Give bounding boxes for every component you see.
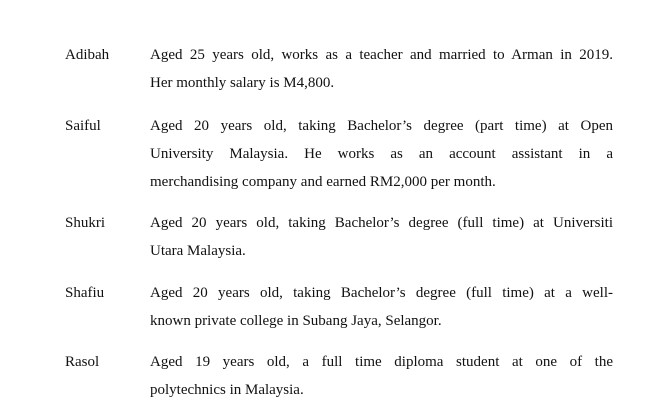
description-line: merchandising company and earned RM2,000 per month. (150, 174, 496, 190)
description-line: Aged 25 years old, works as a teacher and married to Arman in 2019. (150, 47, 613, 63)
description-line: polytechnics in Malaysia. (150, 382, 304, 398)
person-name: Shafiu (65, 285, 105, 301)
person-description (150, 41, 613, 97)
description-line: known private college in Subang Jaya, Selangor. (150, 313, 442, 329)
description-line: Aged 20 years old, taking Bachelor’s degree (full time) at Universiti (150, 215, 613, 231)
description-line: Aged 20 years old, taking Bachelor’s degree (part time) at Open (150, 118, 613, 134)
description-line: Utara Malaysia. (150, 243, 246, 259)
person-description (150, 348, 613, 404)
person-description (150, 112, 613, 196)
person-description (150, 279, 613, 335)
description-line: Her monthly salary is M4,800. (150, 75, 335, 91)
person-name: Adibah (65, 47, 110, 63)
person-name: Saiful (65, 118, 101, 134)
person-description (150, 209, 613, 265)
person-name: Rasol (65, 354, 100, 370)
description-line: Aged 20 years old, taking Bachelor’s degree (full time) at a well- (150, 285, 613, 301)
description-line: Aged 19 years old, a full time diploma student at one of the (150, 354, 613, 370)
person-name: Shukri (65, 215, 106, 231)
description-line: University Malaysia. He works as an account assistant in a (150, 146, 613, 162)
